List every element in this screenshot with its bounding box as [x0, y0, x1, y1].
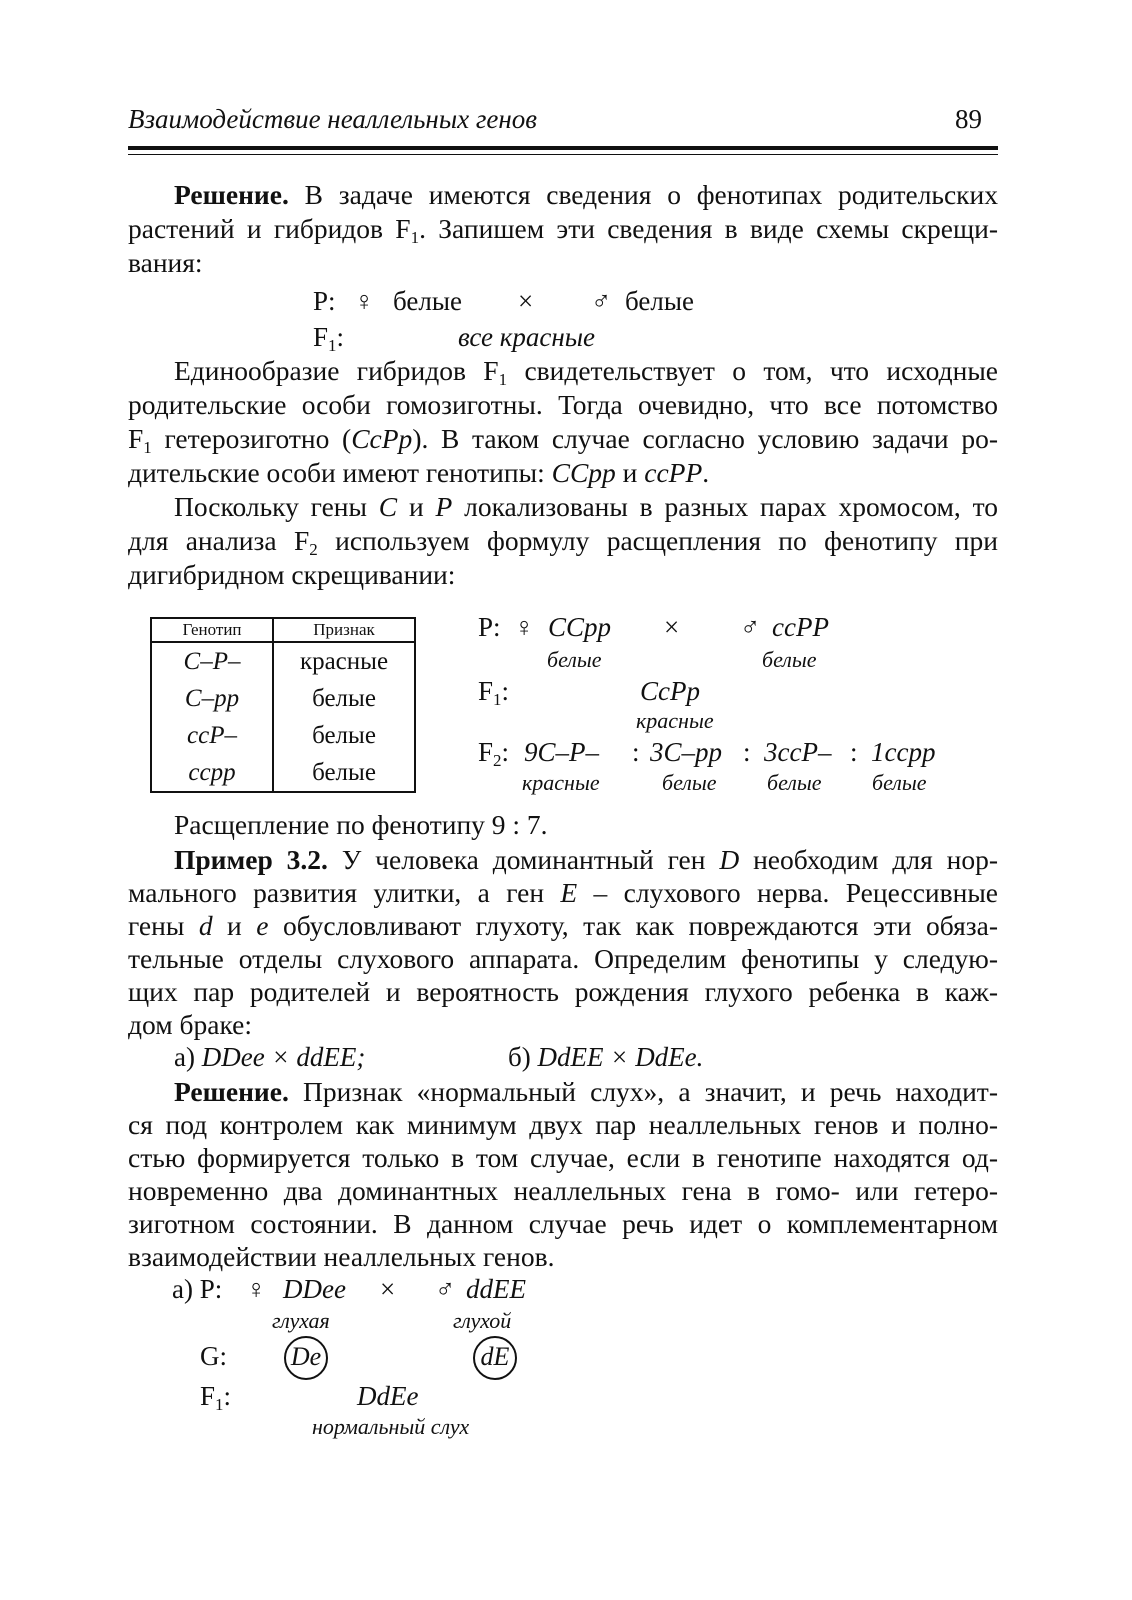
gamete-circle-de: De: [284, 1336, 328, 1380]
scheme1-f1-label: $F_1$:: [313, 322, 345, 355]
table-row: [151, 642, 415, 680]
scheme3-female-genotype: DDee: [283, 1274, 346, 1304]
para2-line4: дительские особи имеют генотипы: CCpp и ccPP.: [128, 457, 710, 488]
scheme3-f1-pheno: нормальный слух: [312, 1414, 470, 1439]
example-option-b: б) DdEE × DdEe.: [508, 1042, 704, 1072]
scheme1-cross: ×: [518, 286, 534, 316]
header-rule-thin: [128, 154, 998, 155]
para2-line2: родительские особи гомозиготны. Тогда очевидно, что все потомство: [128, 389, 998, 420]
table-cell-trait: белые: [312, 684, 376, 712]
solution2-line3: стью формируется только в том случае, если в генотипе находятся од-: [128, 1142, 998, 1173]
example-line1: Пример 3.2. У человека доминантный ген D необходим для нор-: [174, 844, 999, 875]
scheme3-cross: ×: [380, 1274, 396, 1304]
table-row: [151, 717, 415, 754]
table-cell-genotype: C–pp: [151, 680, 273, 717]
table-header-row: [151, 618, 415, 642]
scheme2-f2-label: $F_2$:: [478, 737, 510, 770]
female-symbol-icon: ♀: [354, 286, 375, 316]
table-row: [151, 680, 415, 717]
scheme1-male-trait: белые: [625, 286, 694, 316]
scheme2-f2-pheno3: белые: [767, 770, 822, 795]
scheme2-f2-pheno1: красные: [522, 770, 600, 795]
para2-line1: Единообразие гибридов $F_1$ свидетельствует о том, что исходные: [174, 355, 999, 389]
scheme2-cross: ×: [664, 612, 680, 642]
example-line2: мального развития улитки, а ген E – слухового нерва. Рецессивные: [128, 877, 999, 908]
header-rule-thick: [128, 146, 998, 150]
scheme2-f2-sep: :: [850, 737, 858, 767]
male-symbol-icon: ♂: [591, 286, 612, 316]
running-header-title: Взаимодействие неаллельных генов: [128, 104, 537, 134]
table-cell-genotype: ccpp: [151, 754, 273, 792]
scheme1-p-label: P:: [313, 286, 336, 316]
page-number: 89: [955, 104, 982, 134]
scheme3-male-pheno: глухой: [453, 1308, 512, 1333]
scheme3-a-label: а) P:: [172, 1274, 223, 1304]
solution2-line2: ся под контролем как минимум двух пар неаллельных генов и полно-: [128, 1109, 998, 1140]
example-option-a: а) DDee × ddEE;: [174, 1042, 366, 1072]
scheme2-f2-class2: 3C–pp: [650, 737, 723, 767]
para3-line3: дигибридном скрещивании:: [128, 559, 456, 590]
split-ratio-line: Расщепление по фенотипу 9 : 7.: [174, 809, 548, 840]
scheme2-f2-class4: 1ccpp: [871, 737, 936, 767]
table-header-trait: Признак: [273, 618, 415, 642]
female-symbol-icon: ♀: [246, 1274, 267, 1304]
para1-line3: вания:: [128, 247, 203, 278]
solution2-line1: Решение. Признак «нормальный слух», а значит, и речь находит-: [174, 1076, 998, 1107]
scheme3-f1-genotype: DdEe: [357, 1381, 419, 1411]
male-symbol-icon: ♂: [740, 612, 761, 642]
scheme3-male-genotype: ddEE: [466, 1274, 526, 1304]
para1-line1: Решение. В задаче имеются сведения о фенотипах родительских: [174, 179, 998, 210]
para2-line3: $F_1$ гетерозиготно (CcPp). В таком случае согласно условию задачи ро-: [128, 423, 998, 457]
example-line4: тельные отделы слухового аппарата. Определим фенотипы у следую-: [128, 943, 998, 974]
table-cell-trait: белые: [312, 721, 376, 749]
scheme2-f2-class3: 3ccP–: [764, 737, 832, 767]
para3-line1: Поскольку гены C и P локализованы в разных парах хромосом, то: [174, 491, 998, 522]
table-cell-trait: белые: [312, 758, 376, 786]
para1-line2: растений и гибридов $F_1$. Запишем эти сведения в виде схемы скрещи-: [128, 213, 998, 247]
table-cell-genotype: ccP–: [151, 717, 273, 754]
solution2-line4: новременно два доминантных неаллельных гена в гомо- или гетеро-: [128, 1175, 998, 1206]
solution2-line5: зиготном состоянии. В данном случае речь идет о комплементарном: [128, 1208, 998, 1239]
scheme2-f2-pheno2: белые: [662, 770, 717, 795]
scheme2-f2-sep: :: [632, 737, 640, 767]
para3-line2: для анализа $F_2$ используем формулу расщепления по фенотипу при: [128, 525, 998, 559]
scheme3-g-label: G:: [200, 1341, 227, 1371]
scheme2-female-pheno: белые: [547, 647, 602, 672]
scheme2-f1-genotype: CcPp: [640, 676, 700, 706]
female-symbol-icon: ♀: [514, 612, 535, 642]
scheme2-f1-pheno: красные: [636, 708, 714, 733]
scheme2-f2-pheno4: белые: [872, 770, 927, 795]
example-line5: щих пар родителей и вероятность рождения глухого ребенка в каж-: [128, 976, 998, 1007]
table-cell-genotype: C–P–: [151, 642, 273, 680]
scheme2-female-genotype: CCpp: [548, 612, 612, 642]
scheme1-f1-result: все красные: [458, 322, 596, 352]
scheme1-female-trait: белые: [393, 286, 462, 316]
table-cell-trait: красные: [299, 647, 389, 675]
scheme2-f1-label: $F_1$:: [478, 676, 510, 709]
solution2-line6: взаимодействии неаллельных генов.: [128, 1241, 555, 1272]
scheme2-f2-class1: 9C–P–: [524, 737, 600, 767]
male-symbol-icon: ♂: [435, 1274, 456, 1304]
table-row: [151, 754, 415, 792]
scheme3-female-pheno: глухая: [272, 1308, 330, 1333]
scheme2-male-genotype: ccPP: [772, 612, 829, 642]
example-line3: гены d и e обусловливают глухоту, так как повреждаются эти обяза-: [128, 910, 998, 941]
gamete-circle-dE: dE: [473, 1336, 517, 1380]
scheme2-male-pheno: белые: [762, 647, 817, 672]
scheme2-f2-sep: :: [743, 737, 751, 767]
genotype-phenotype-table: [150, 617, 416, 793]
scheme3-f1-label: $F_1$:: [200, 1381, 232, 1414]
example-line6: дом браке:: [128, 1009, 252, 1040]
scheme2-p-label: P:: [478, 612, 501, 642]
table-header-genotype: Генотип: [151, 618, 273, 642]
